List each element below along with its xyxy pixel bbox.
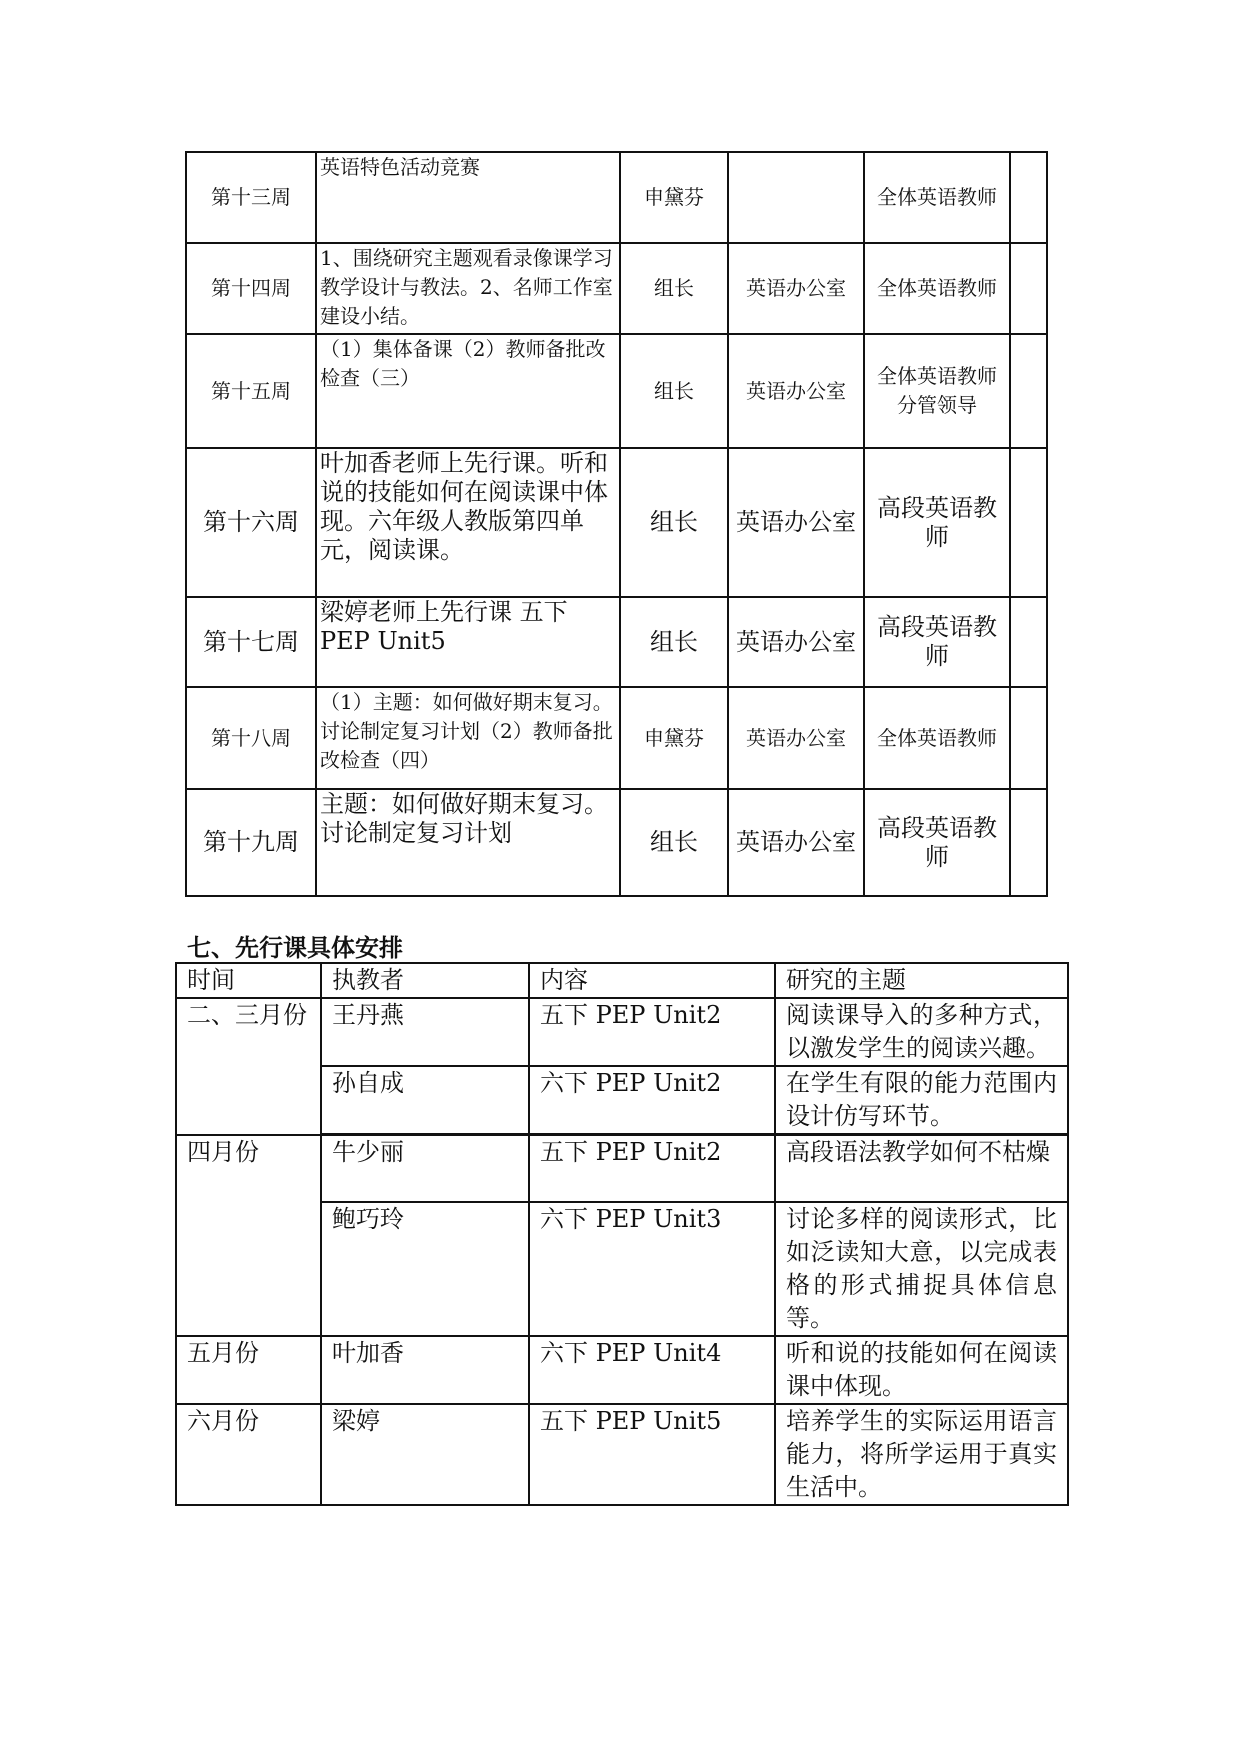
teacher-cell: 孙自成 — [321, 1066, 529, 1135]
content-cell: 五下 PEP Unit2 — [529, 998, 775, 1066]
content-cell: 五下 PEP Unit2 — [529, 1135, 775, 1202]
content-cell: 六下 PEP Unit4 — [529, 1336, 775, 1404]
audience-cell: 高段英语教师 — [864, 597, 1010, 687]
table-row — [176, 1135, 1068, 1202]
activity-cell: 英语特色活动竞赛 — [316, 152, 620, 243]
header-theme: 研究的主题 — [775, 963, 1068, 998]
theme-cell: 讨论多样的阅读形式，比如泛读知大意，以完成表格的形式捕捉具体信息等。 — [775, 1202, 1068, 1336]
audience-cell: 全体英语教师 — [864, 152, 1010, 243]
theme-cell: 在学生有限的能力范围内设计仿写环节。 — [775, 1066, 1068, 1135]
place-cell: 英语办公室 — [728, 687, 864, 789]
header-teacher: 执教者 — [321, 963, 529, 998]
table-row — [176, 1336, 1068, 1404]
content-cell: 六下 PEP Unit2 — [529, 1066, 775, 1135]
section-title: 七、先行课具体安排 — [187, 934, 403, 962]
week-cell: 第十三周 — [186, 152, 316, 243]
teacher-cell: 牛少丽 — [321, 1135, 529, 1202]
teacher-cell: 叶加香 — [321, 1336, 529, 1404]
week-cell: 第十四周 — [186, 243, 316, 334]
table-row — [176, 1404, 1068, 1505]
person-cell: 组长 — [620, 789, 728, 896]
person-cell: 组长 — [620, 243, 728, 334]
activity-cell: 主题：如何做好期末复习。讨论制定复习计划 — [316, 789, 620, 896]
theme-cell: 阅读课导入的多种方式，以激发学生的阅读兴趣。 — [775, 998, 1068, 1066]
place-cell: 英语办公室 — [728, 243, 864, 334]
teacher-cell: 鲍巧玲 — [321, 1202, 529, 1336]
table-row — [186, 789, 1047, 896]
note-cell — [1010, 597, 1047, 687]
person-cell: 组长 — [620, 448, 728, 597]
person-cell: 申黛芬 — [620, 687, 728, 789]
place-cell — [728, 152, 864, 243]
activity-cell: 1、围绕研究主题观看录像课学习教学设计与教法。2、名师工作室建设小结。 — [316, 243, 620, 334]
note-cell — [1010, 687, 1047, 789]
theme-cell: 培养学生的实际运用语言能力，将所学运用于真实生活中。 — [775, 1404, 1068, 1505]
table-header-row — [176, 963, 1068, 998]
content-cell: 五下 PEP Unit5 — [529, 1404, 775, 1505]
table-row — [186, 687, 1047, 789]
week-cell: 第十九周 — [186, 789, 316, 896]
note-cell — [1010, 152, 1047, 243]
theme-cell: 听和说的技能如何在阅读课中体现。 — [775, 1336, 1068, 1404]
time-cell: 五月份 — [176, 1336, 321, 1404]
time-cell: 六月份 — [176, 1404, 321, 1505]
activity-cell: （1）集体备课（2）教师备批改检查（三） — [316, 334, 620, 448]
place-cell: 英语办公室 — [728, 448, 864, 597]
teacher-cell: 梁婷 — [321, 1404, 529, 1505]
activity-cell: （1）主题：如何做好期末复习。讨论制定复习计划（2）教师备批改检查（四） — [316, 687, 620, 789]
note-cell — [1010, 789, 1047, 896]
audience-cell: 高段英语教师 — [864, 448, 1010, 597]
place-cell: 英语办公室 — [728, 597, 864, 687]
audience-cell: 全体英语教师分管领导 — [864, 334, 1010, 448]
time-cell: 二、三月份 — [176, 998, 321, 1135]
pilot-lesson-table — [175, 962, 1069, 1506]
person-cell: 组长 — [620, 597, 728, 687]
note-cell — [1010, 243, 1047, 334]
weekly-schedule-table — [185, 151, 1048, 897]
week-cell: 第十七周 — [186, 597, 316, 687]
person-cell: 组长 — [620, 334, 728, 448]
note-cell — [1010, 448, 1047, 597]
table-row — [186, 152, 1047, 243]
audience-cell: 全体英语教师 — [864, 243, 1010, 334]
time-cell: 四月份 — [176, 1135, 321, 1336]
table-row — [186, 448, 1047, 597]
audience-cell: 高段英语教师 — [864, 789, 1010, 896]
header-time: 时间 — [176, 963, 321, 998]
note-cell — [1010, 334, 1047, 448]
place-cell: 英语办公室 — [728, 334, 864, 448]
table-row — [186, 243, 1047, 334]
audience-cell: 全体英语教师 — [864, 687, 1010, 789]
theme-cell: 高段语法教学如何不枯燥 — [775, 1135, 1068, 1202]
content-cell: 六下 PEP Unit3 — [529, 1202, 775, 1336]
activity-cell: 梁婷老师上先行课 五下 PEP Unit5 — [316, 597, 620, 687]
header-content: 内容 — [529, 963, 775, 998]
week-cell: 第十六周 — [186, 448, 316, 597]
table-row — [186, 597, 1047, 687]
table-row — [176, 998, 1068, 1066]
week-cell: 第十五周 — [186, 334, 316, 448]
place-cell: 英语办公室 — [728, 789, 864, 896]
table-row — [186, 334, 1047, 448]
person-cell: 申黛芬 — [620, 152, 728, 243]
activity-cell: 叶加香老师上先行课。听和说的技能如何在阅读课中体现。六年级人教版第四单元，阅读课。 — [316, 448, 620, 597]
teacher-cell: 王丹燕 — [321, 998, 529, 1066]
week-cell: 第十八周 — [186, 687, 316, 789]
